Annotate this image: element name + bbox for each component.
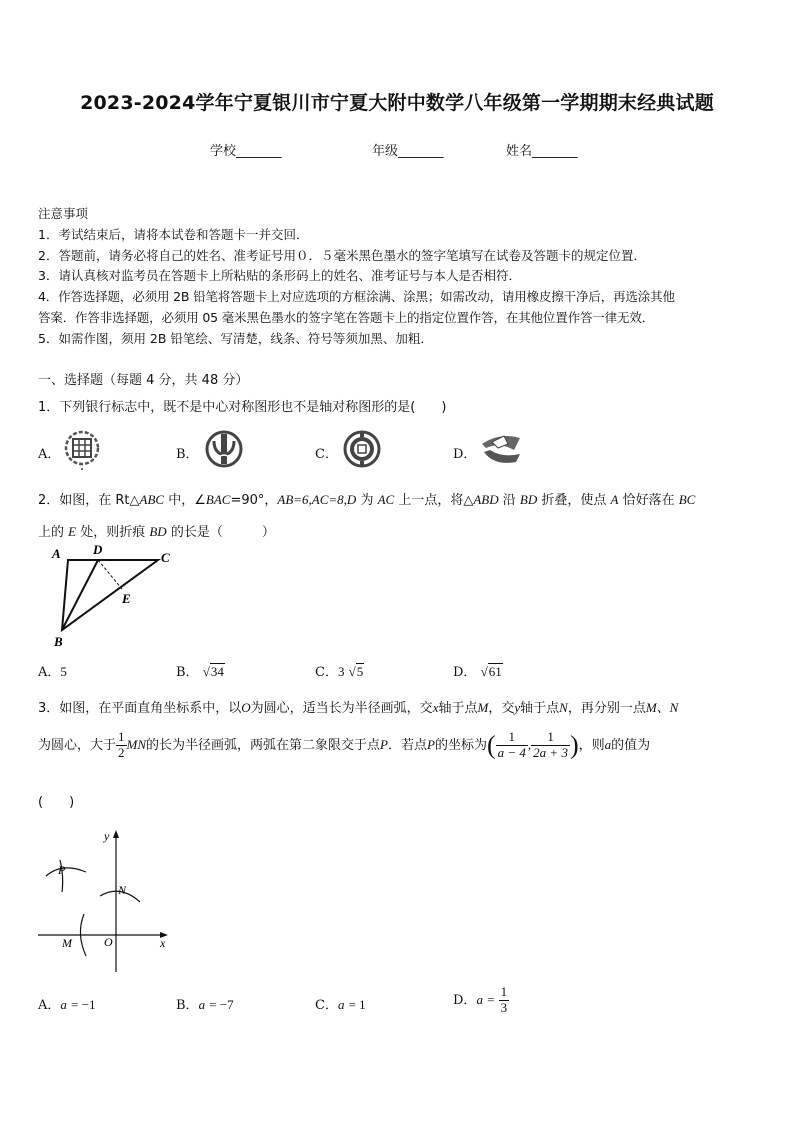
notice-item: 3．请认真核对监考员在答题卡上所粘贴的条形码上的姓名、准考证号与本人是否相符． [38,268,521,283]
q2-option-d: D． √61 [453,664,502,680]
notice-heading: 注意事项 [38,206,89,221]
bank-logo-c-icon [342,429,382,469]
q2-option-c: C．3 √5 [315,664,364,680]
fig-label-b: B [54,634,63,649]
axis-label-y: y [104,829,110,843]
q1-option-a-label: A． [38,447,61,462]
q2-triangle-figure [40,542,180,652]
notice-item: 1．考试结束后，请将本试卷和答题卡一并交回． [38,227,309,242]
q3-coordinate-figure [34,826,184,976]
notice-item: 答案．作答非选择题，必须用 05 毫米黑色墨水的签字笔在答题卡上的指定位置作答，在其他位置作答一律无效． [38,310,655,325]
bank-logo-a-icon [62,427,102,471]
page-title: 2023-2024学年宁夏银川市宁夏大附中数学八年级第一学期期末经典试题 [80,92,714,114]
point-n-label: N [118,883,127,897]
bank-logo-b-icon [204,429,244,469]
point-m-label: M [62,936,72,950]
question-2-line-2: 上的 E 处，则折痕 BD 的长是（ ） [38,524,275,540]
q1-option-d-label: D． [453,447,477,462]
school-field: 学校_______ [210,144,282,159]
section-heading: 一、选择题（每题 4 分，共 48 分） [38,373,249,388]
question-3-line-1: 3．如图，在平面直角坐标系中，以O为圆心，适当长为半径画弧，交x轴于点M，交y轴于点N，再分别一点M、N [38,700,679,716]
q3-option-a: A．a = −1 [38,997,96,1013]
q3-option-b: B．a = −7 [176,997,234,1013]
fig-label-d: D [93,542,103,557]
fig-label-a: A [52,546,61,561]
notice-item: 4．作答选择题，必须用 2B 铅笔将答题卡上对应选项的方框涂满、涂黑；如需改动，请用橡皮擦干净后，再选涂其他 [38,289,675,304]
question-1-text: 1．下列银行标志中，既不是中心对称图形也不是轴对称图形的是( ) [38,400,447,415]
question-2-line-1: 2．如图，在 Rt△ABC 中，∠BAC=90°，AB=6,AC=8,D 为 AC 上一点，将△ABD 沿 BD 折叠，使点 A 恰好落在 BC [38,492,696,508]
grade-field: 年级_______ [372,144,444,159]
fig-label-c: C [161,550,170,565]
origin-label: O [104,935,113,949]
notice-item: 2．答题前，请务必将自己的姓名、准考证号用０．５毫米黑色墨水的签字笔填写在试卷及答题卡的规定位置． [38,248,646,263]
question-3-line-2: 为圆心，大于 $\frac{1}{2}$ MN的长为半径画弧，两弧在第二象限交于点P．若点P的坐标为( $\frac{1}{a - 4}$ , $\frac{1}{2a + 3}$ )，则a的值为 [38,729,651,760]
notice-item: 5．如需作图，须用 2B 铅笔绘、写清楚，线条、符号等须加黑、加粗． [38,331,433,346]
name-field: 姓名_______ [506,144,578,159]
fig-label-e: E [122,591,131,606]
q1-option-c-label: C． [315,447,338,462]
q1-option-b-label: B． [176,447,199,462]
bank-logo-d-icon [478,430,524,470]
q3-option-c: C．a = 1 [315,997,366,1013]
axis-label-x: x [160,936,166,950]
point-p-label: P [58,863,66,877]
q2-option-a: A．5 [38,664,67,680]
q2-option-b: B． √34 [176,664,224,680]
q3-option-d: D．a = $\frac{1}{3}$ [453,984,508,1015]
question-3-answer-blank: ( ) [38,795,75,810]
